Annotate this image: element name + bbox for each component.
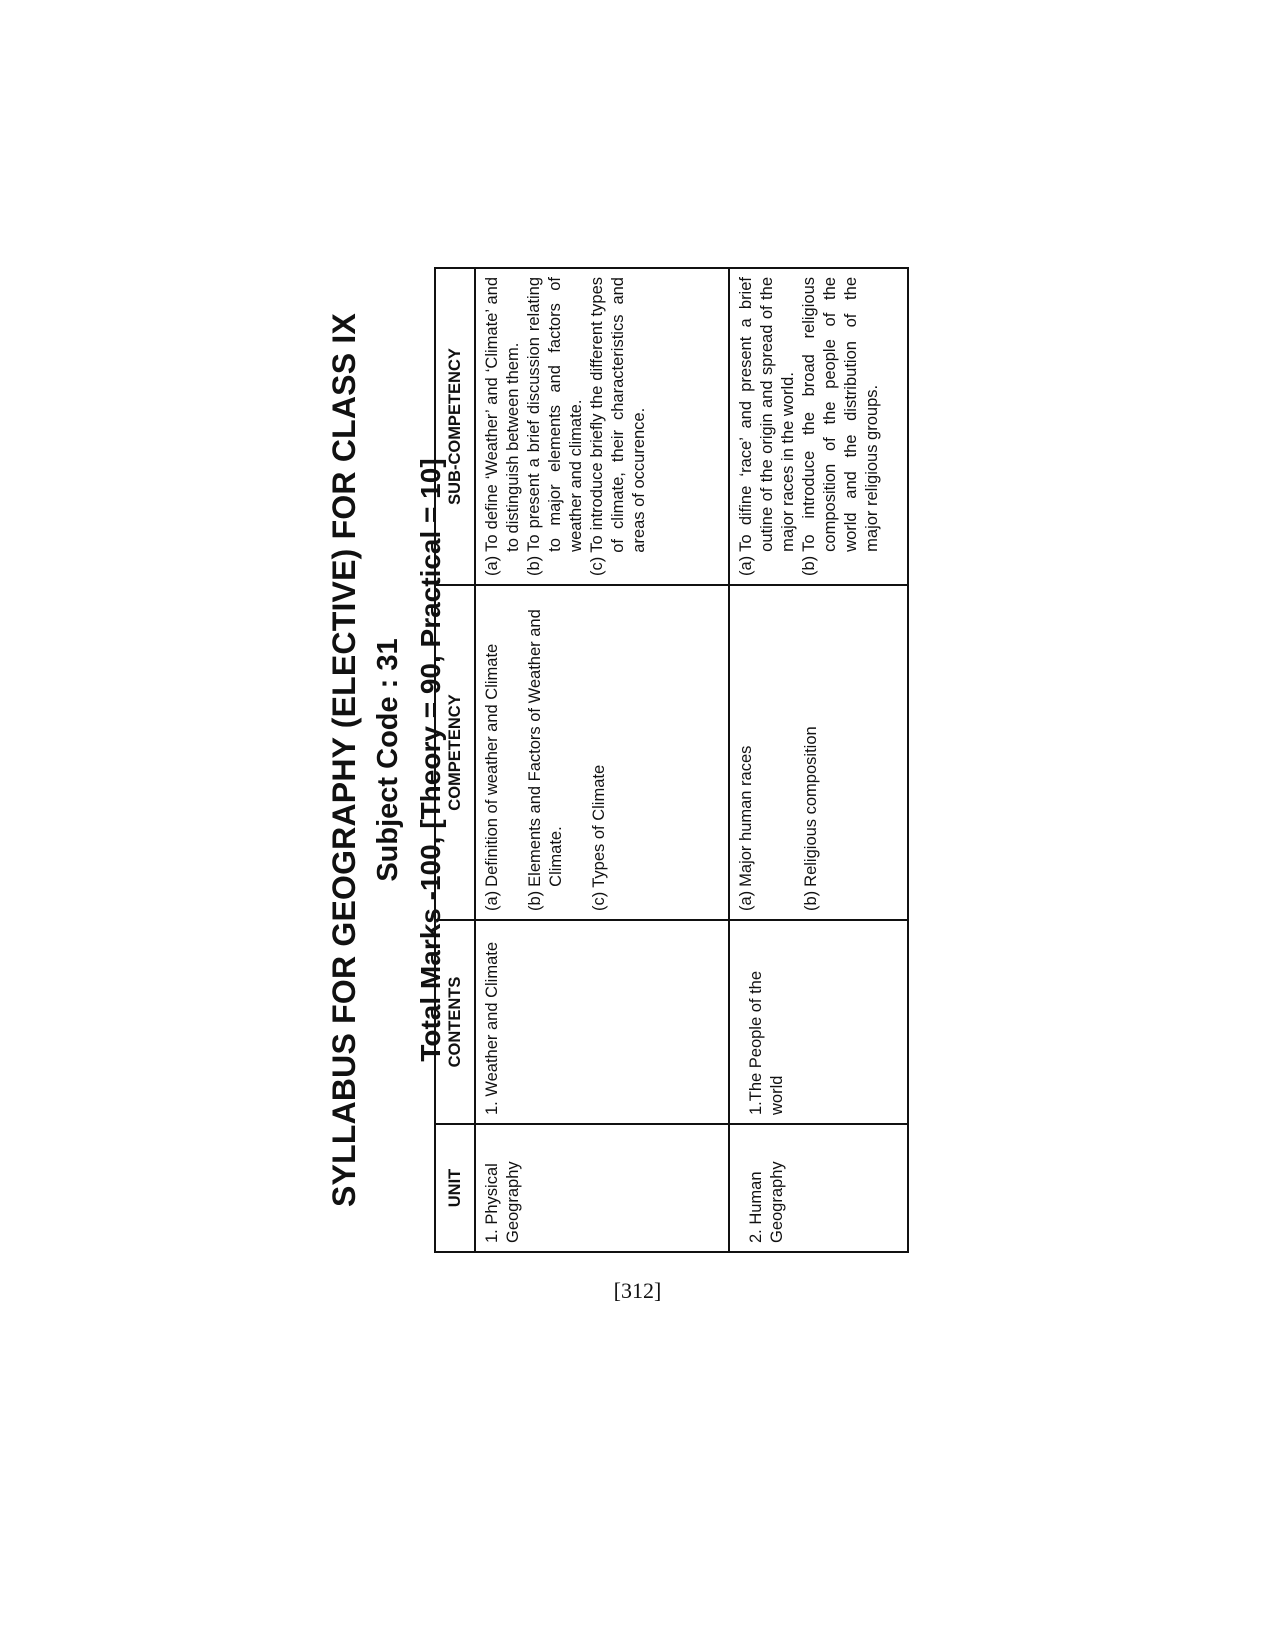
total-marks: Total Marks -100, [Theory = 90, Practical = 10] bbox=[415, 458, 446, 1062]
rotated-syllabus-block bbox=[321, 260, 881, 1260]
sub-competency-item bbox=[587, 277, 650, 576]
competency-item bbox=[736, 594, 757, 911]
header-competency: COMPETENCY bbox=[435, 585, 475, 920]
sub-competency-cell bbox=[729, 268, 908, 585]
competency-item bbox=[525, 594, 567, 911]
item-text: To difine ‘race’ and present a brief outine of the origin and spread of the major races in the world. bbox=[737, 277, 797, 552]
table-row bbox=[729, 268, 908, 1252]
header-contents: CONTENTS bbox=[435, 920, 475, 1124]
item-text: Definition of weather and Climate bbox=[483, 643, 501, 887]
competency-cell bbox=[729, 585, 908, 920]
sub-competency-item bbox=[482, 277, 524, 576]
unit-cell: 2. Human Geography bbox=[729, 1124, 908, 1252]
item-label: (a) bbox=[737, 890, 755, 911]
competency-cell bbox=[475, 585, 729, 920]
item-label: (c) bbox=[590, 891, 608, 911]
page-number: [312] bbox=[613, 1278, 662, 1303]
sub-competency-cell bbox=[475, 268, 729, 585]
item-label: (a) bbox=[483, 555, 501, 576]
competency-item bbox=[589, 594, 610, 911]
item-label: (b) bbox=[802, 890, 820, 911]
contents-cell: 1.The People of the world bbox=[729, 920, 908, 1124]
sub-competency-item bbox=[799, 277, 883, 576]
page-title: SYLLABUS FOR GEOGRAPHY (ELECTIVE) FOR CLASS IX bbox=[326, 313, 362, 1208]
item-label: (b) bbox=[525, 555, 543, 576]
competency-item bbox=[482, 594, 503, 911]
item-label: (b) bbox=[800, 555, 818, 576]
item-label: (a) bbox=[737, 555, 755, 576]
syllabus-table bbox=[434, 267, 909, 1253]
item-text: To define ‘Weather’ and ‘Climate’ and to distinguish between them. bbox=[483, 277, 522, 552]
item-text: Religious composition bbox=[802, 726, 820, 887]
header-unit: UNIT bbox=[435, 1124, 475, 1252]
item-text: Elements and Factors of Weather and Climate. bbox=[526, 609, 565, 887]
item-text: To introduce the broad religious composition of the people of the world and the distribution of the major religious groups. bbox=[800, 277, 881, 552]
item-text: To introduce briefly the different types of climate, their characteristics and areas of occurence. bbox=[588, 277, 648, 553]
item-text: To present a brief discussion relating to major elements and factors of weather and climate. bbox=[525, 277, 585, 552]
competency-item bbox=[801, 594, 822, 911]
sub-competency-item bbox=[524, 277, 587, 576]
table-row bbox=[475, 268, 729, 1252]
item-label: (c) bbox=[588, 556, 606, 576]
item-text: Major human races bbox=[737, 745, 755, 887]
item-text: Types of Climate bbox=[590, 764, 608, 888]
contents-cell: 1. Weather and Climate bbox=[475, 920, 729, 1124]
table-header-row bbox=[435, 268, 475, 1252]
item-label: (a) bbox=[483, 890, 501, 911]
header-sub-competency: SUB-COMPETENCY bbox=[435, 268, 475, 585]
item-label: (b) bbox=[526, 890, 544, 911]
unit-cell: 1. Physical Geography bbox=[475, 1124, 729, 1252]
sub-competency-item bbox=[736, 277, 799, 576]
subject-code: Subject Code : 31 bbox=[372, 638, 404, 882]
